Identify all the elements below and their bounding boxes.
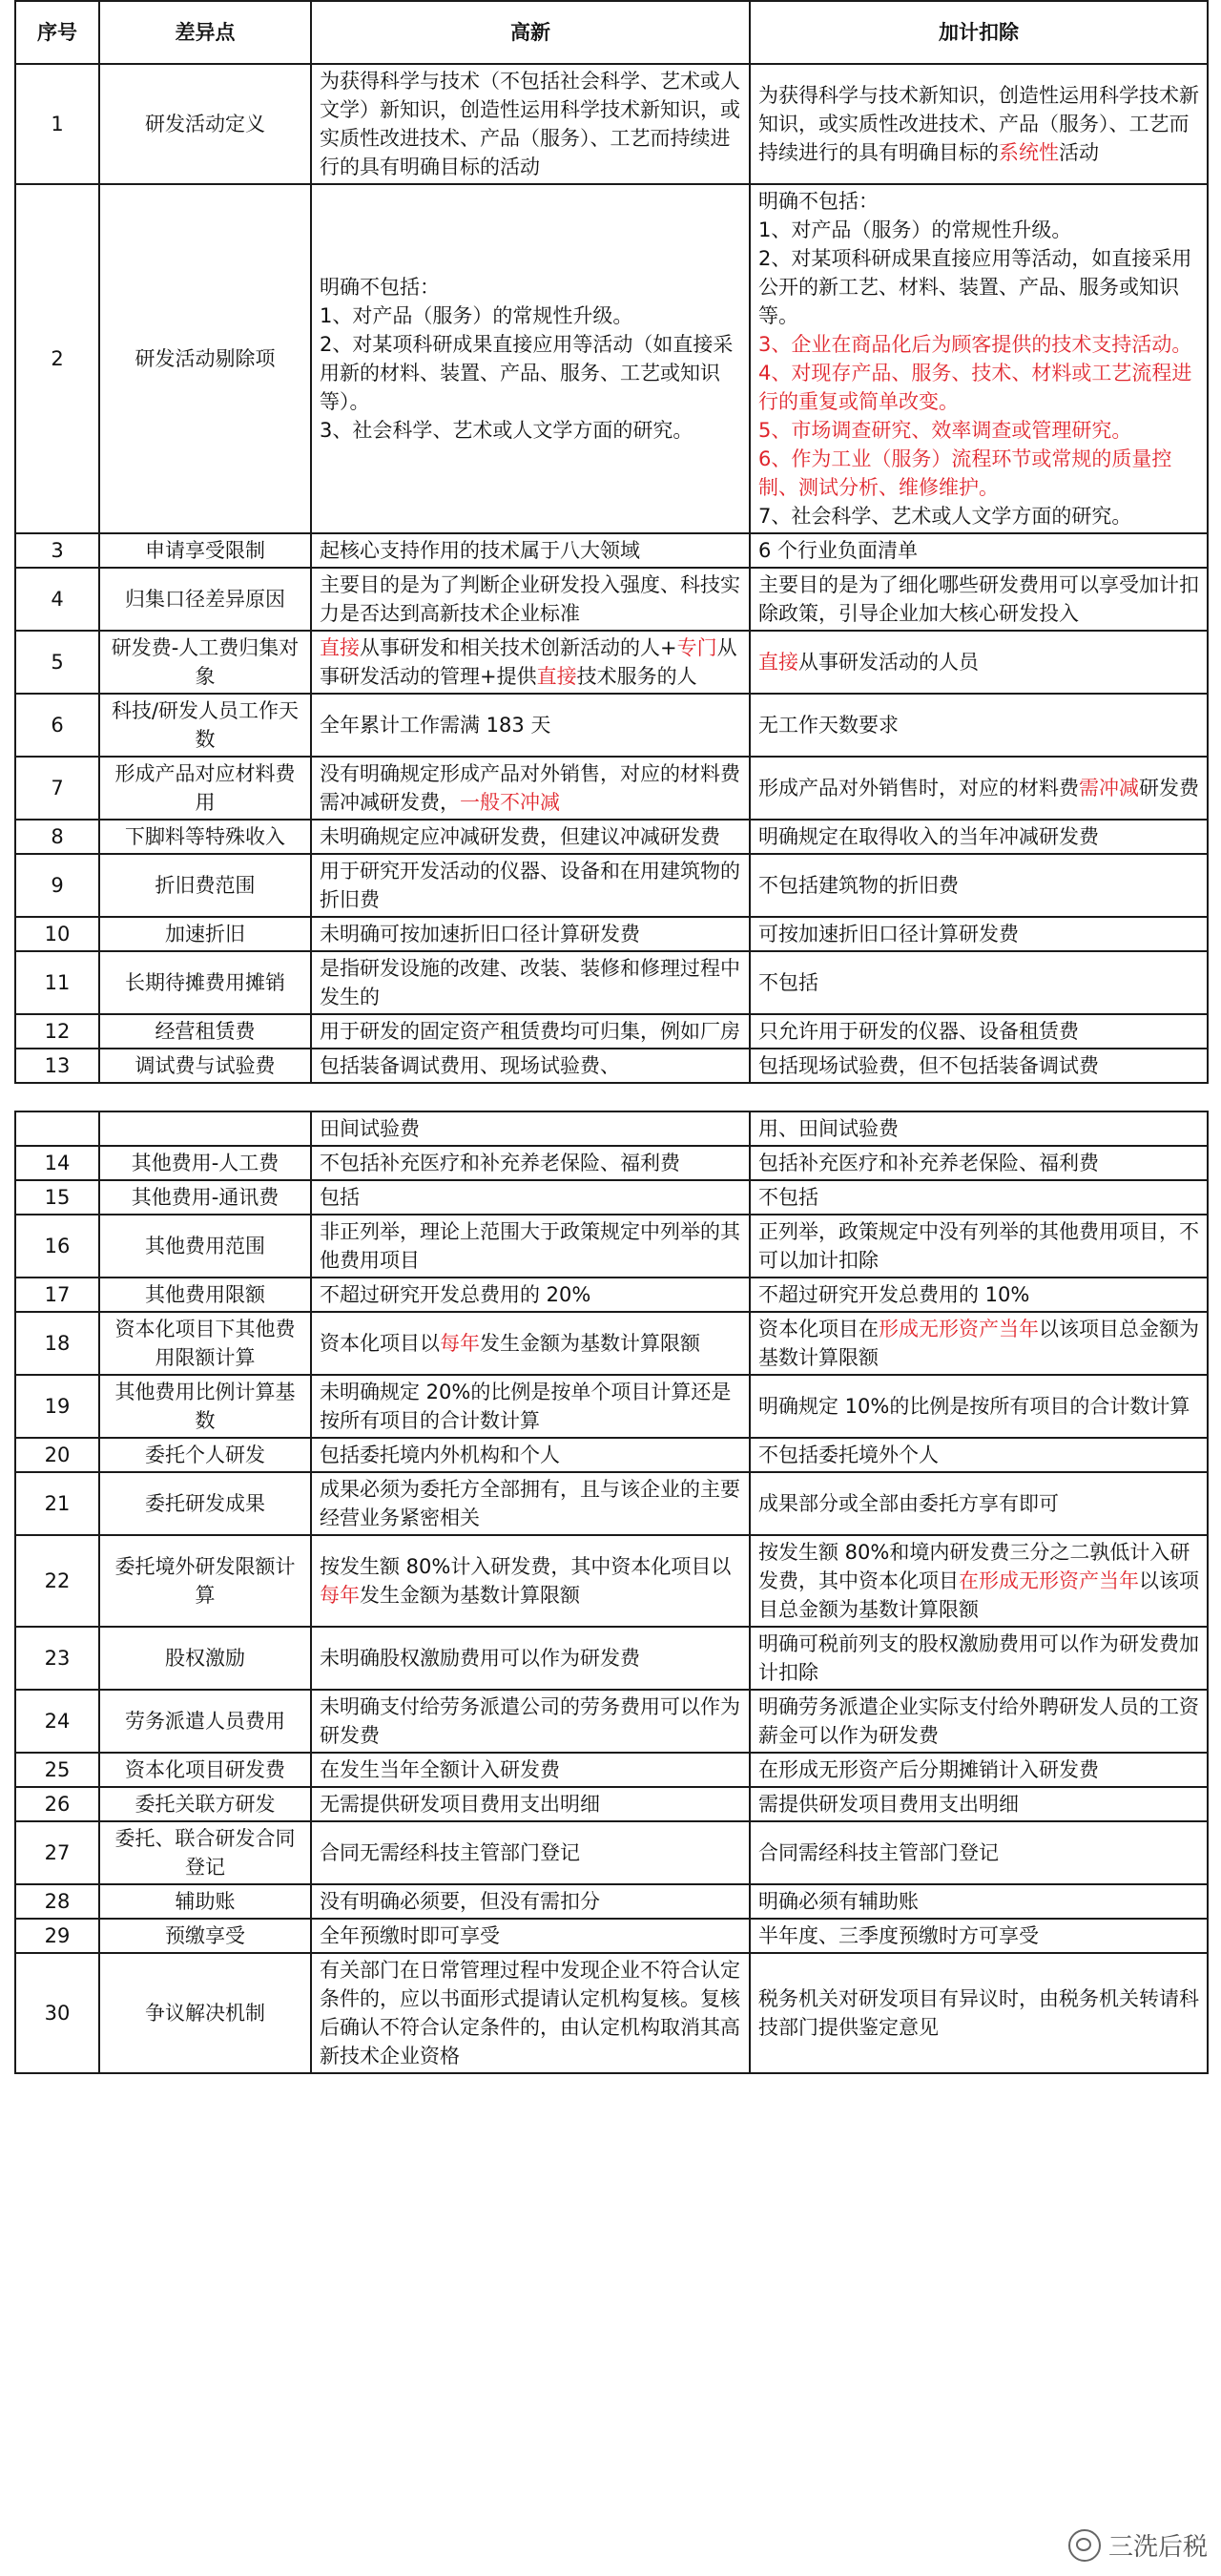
gaoxin-cell xyxy=(311,1375,750,1438)
gaoxin-cell xyxy=(311,1146,750,1180)
cell-text: 明确必须有辅助账 xyxy=(758,1890,919,1913)
gaoxin-cell xyxy=(311,757,750,820)
row-number: 4 xyxy=(15,568,99,631)
cell-text: 包括委托境内外机构和个人 xyxy=(320,1444,560,1466)
comparison-table-part2 xyxy=(14,1111,1209,2074)
row-item: 形成产品对应材料费用 xyxy=(99,757,311,820)
header-gaoxin: 高新 xyxy=(311,1,750,64)
gaoxin-cell xyxy=(311,1627,750,1690)
row-item: 研发活动定义 xyxy=(99,64,311,184)
table-row xyxy=(15,184,1208,533)
jiaji-cell xyxy=(750,533,1208,568)
cell-text: 研发费 xyxy=(1139,777,1199,800)
table-row xyxy=(15,1753,1208,1787)
jiaji-cell xyxy=(750,854,1208,917)
cell-text: 未明确股权激励费用可以作为研发费 xyxy=(320,1647,640,1670)
cell-text: 2、对某项科研成果直接应用等活动（如直接采用新的材料、装置、产品、服务、工艺或知识等）。 xyxy=(320,333,734,413)
cell-text: 1、对产品（服务）的常规性升级。 xyxy=(320,304,633,327)
row-number: 12 xyxy=(15,1014,99,1049)
highlight-text: 一般不冲减 xyxy=(460,791,560,814)
gaoxin-cell xyxy=(311,1535,750,1627)
gaoxin-cell xyxy=(311,1312,750,1375)
cell-text: 包括 xyxy=(320,1186,360,1209)
row-item xyxy=(99,1111,311,1146)
row-number: 30 xyxy=(15,1953,99,2073)
row-number: 13 xyxy=(15,1049,99,1083)
cell-text: 为获得科学与技术（不包括社会科学、艺术或人文学）新知识，创造性运用科学技术新知识，或实质性改进技术、产品（服务）、工艺而持续进行的具有明确目标的活动 xyxy=(320,70,740,178)
highlight-text: 形成无形资产当年 xyxy=(879,1318,1039,1340)
row-item: 调试费与试验费 xyxy=(99,1049,311,1083)
cell-text: 成果部分或全部由委托方享有即可 xyxy=(758,1492,1059,1515)
cell-text: 发生金额为基数计算限额 xyxy=(480,1332,700,1355)
gaoxin-cell xyxy=(311,631,750,694)
jiaji-cell xyxy=(750,1014,1208,1049)
row-number: 17 xyxy=(15,1278,99,1312)
cell-text: 半年度、三季度预缴时方可享受 xyxy=(758,1924,1039,1947)
gaoxin-cell xyxy=(311,951,750,1014)
watermark-text: 三洗后税 xyxy=(1107,2533,1208,2562)
jiaji-cell xyxy=(750,1787,1208,1821)
table-row xyxy=(15,1215,1208,1278)
jiaji-cell xyxy=(750,1753,1208,1787)
jiaji-cell xyxy=(750,1312,1208,1375)
row-number: 16 xyxy=(15,1215,99,1278)
row-number: 11 xyxy=(15,951,99,1014)
cell-text: 明确劳务派遣企业实际支付给外聘研发人员的工资薪金可以作为研发费 xyxy=(758,1695,1199,1747)
jiaji-cell xyxy=(750,568,1208,631)
table-row xyxy=(15,631,1208,694)
watermark xyxy=(1068,2527,1208,2563)
jiaji-cell xyxy=(750,694,1208,757)
row-item: 委托研发成果 xyxy=(99,1472,311,1535)
cell-text: 在发生当年全额计入研发费 xyxy=(320,1758,560,1781)
cell-text: 从事研发活动的管理+提供 xyxy=(320,636,737,688)
highlight-text: 需冲减 xyxy=(1079,777,1139,800)
cell-text: 无工作天数要求 xyxy=(758,714,899,737)
table-row xyxy=(15,1049,1208,1083)
row-number: 14 xyxy=(15,1146,99,1180)
table-row xyxy=(15,533,1208,568)
row-number: 24 xyxy=(15,1690,99,1753)
jiaji-cell xyxy=(750,1884,1208,1919)
cell-text: 未明确可按加速折旧口径计算研发费 xyxy=(320,923,640,945)
highlight-text: 在形成无形资产当年 xyxy=(959,1569,1139,1592)
gaoxin-cell xyxy=(311,1180,750,1215)
cell-text: 1、对产品（服务）的常规性升级。 xyxy=(758,218,1072,241)
jiaji-cell xyxy=(750,1472,1208,1535)
table-row xyxy=(15,1312,1208,1375)
highlight-text: 直接 xyxy=(536,665,577,688)
cell-text: 全年累计工作需满 183 天 xyxy=(320,714,551,737)
row-item: 其他费用-人工费 xyxy=(99,1146,311,1180)
row-item: 加速折旧 xyxy=(99,917,311,951)
row-item: 其他费用范围 xyxy=(99,1215,311,1278)
cell-text: 明确不包括： xyxy=(320,276,440,299)
jiaji-cell xyxy=(750,1049,1208,1083)
row-item: 其他费用-通讯费 xyxy=(99,1180,311,1215)
row-item: 长期待摊费用摊销 xyxy=(99,951,311,1014)
gaoxin-cell xyxy=(311,1049,750,1083)
cell-text: 不超过研究开发总费用的 20% xyxy=(320,1283,591,1306)
table-row xyxy=(15,1375,1208,1438)
row-number: 2 xyxy=(15,184,99,533)
row-item: 折旧费范围 xyxy=(99,854,311,917)
cell-text: 用于研发的固定资产租赁费均可归集，例如厂房 xyxy=(320,1020,740,1043)
cell-text: 以该项目总金额为基数计算限额 xyxy=(758,1318,1199,1369)
cell-text: 不超过研究开发总费用的 10% xyxy=(758,1283,1030,1306)
gaoxin-cell xyxy=(311,184,750,533)
row-number: 29 xyxy=(15,1919,99,1953)
cell-text: 从事研发和相关技术创新活动的人+ xyxy=(360,636,677,659)
cell-text: 从事研发活动的人员 xyxy=(798,651,979,674)
jiaji-cell xyxy=(750,1278,1208,1312)
table-row xyxy=(15,1919,1208,1953)
cell-text: 资本化项目在 xyxy=(758,1318,879,1340)
cell-text: 在形成无形资产后分期摊销计入研发费 xyxy=(758,1758,1099,1781)
wechat-icon xyxy=(1068,2529,1101,2562)
cell-text: 主要目的是为了判断企业研发投入强度、科技实力是否达到高新技术企业标准 xyxy=(320,573,740,625)
cell-text: 非正列举，理论上范围大于政策规定中列举的其他费用项目 xyxy=(320,1220,740,1272)
cell-text: 按发生额 80%计入研发费，其中资本化项目以 xyxy=(320,1555,732,1578)
gaoxin-cell xyxy=(311,694,750,757)
row-item: 辅助账 xyxy=(99,1884,311,1919)
cell-text: 成果必须为委托方全部拥有，且与该企业的主要经营业务紧密相关 xyxy=(320,1478,740,1529)
row-number: 9 xyxy=(15,854,99,917)
cell-text: 用于研究开发活动的仪器、设备和在用建筑物的折旧费 xyxy=(320,860,740,911)
row-item: 申请享受限制 xyxy=(99,533,311,568)
table-row xyxy=(15,917,1208,951)
gaoxin-cell xyxy=(311,1953,750,2073)
row-number: 22 xyxy=(15,1535,99,1627)
row-item: 股权激励 xyxy=(99,1627,311,1690)
cell-text: 未明确规定 20%的比例是按单个项目计算还是按所有项目的合计数计算 xyxy=(320,1381,732,1432)
cell-text: 未明确规定应冲减研发费，但建议冲减研发费 xyxy=(320,825,720,848)
jiaji-cell xyxy=(750,1690,1208,1753)
cell-text: 无需提供研发项目费用支出明细 xyxy=(320,1793,600,1816)
gaoxin-cell xyxy=(311,1884,750,1919)
row-item: 科技/研发人员工作天数 xyxy=(99,694,311,757)
highlight-text: 5、市场调查研究、效率调查或管理研究。 xyxy=(758,419,1132,442)
table-row xyxy=(15,1014,1208,1049)
gaoxin-cell xyxy=(311,1690,750,1753)
cell-text: 不包括建筑物的折旧费 xyxy=(758,874,959,897)
jiaji-cell xyxy=(750,757,1208,820)
cell-text: 活动 xyxy=(1059,141,1099,164)
row-number: 28 xyxy=(15,1884,99,1919)
cell-text: 发生金额为基数计算限额 xyxy=(360,1584,580,1607)
table-row xyxy=(15,1821,1208,1884)
table-row xyxy=(15,1180,1208,1215)
highlight-text: 4、对现存产品、服务、技术、材料或工艺流程进行的重复或简单改变。 xyxy=(758,362,1192,413)
table-row xyxy=(15,1472,1208,1535)
jiaji-cell xyxy=(750,1375,1208,1438)
row-number: 3 xyxy=(15,533,99,568)
cell-text: 包括现场试验费，但不包括装备调试费 xyxy=(758,1054,1099,1077)
row-number: 8 xyxy=(15,820,99,854)
table-row xyxy=(15,1884,1208,1919)
highlight-text: 直接 xyxy=(758,651,798,674)
jiaji-cell xyxy=(750,1627,1208,1690)
gaoxin-cell xyxy=(311,1014,750,1049)
cell-text: 明确不包括： xyxy=(758,190,879,213)
row-number: 26 xyxy=(15,1787,99,1821)
cell-text: 正列举，政策规定中没有列举的其他费用项目，不可以加计扣除 xyxy=(758,1220,1199,1272)
row-item: 归集口径差异原因 xyxy=(99,568,311,631)
highlight-text: 系统性 xyxy=(999,141,1059,164)
jiaji-cell xyxy=(750,1919,1208,1953)
row-item: 研发活动剔除项 xyxy=(99,184,311,533)
cell-text: 形成产品对外销售时，对应的材料费 xyxy=(758,777,1079,800)
highlight-text: 专门 xyxy=(676,636,717,659)
jiaji-cell xyxy=(750,1821,1208,1884)
table-row xyxy=(15,694,1208,757)
cell-text: 不包括 xyxy=(758,1186,818,1209)
header-row xyxy=(15,1,1208,64)
jiaji-cell xyxy=(750,1215,1208,1278)
row-item: 研发费-人工费归集对象 xyxy=(99,631,311,694)
cell-text: 没有明确必须要，但没有需扣分 xyxy=(320,1890,600,1913)
gaoxin-cell xyxy=(311,568,750,631)
cell-text: 不包括委托境外个人 xyxy=(758,1444,939,1466)
gaoxin-cell xyxy=(311,533,750,568)
jiaji-cell xyxy=(750,631,1208,694)
gaoxin-cell xyxy=(311,1787,750,1821)
header-jiaji: 加计扣除 xyxy=(750,1,1208,64)
cell-text: 技术服务的人 xyxy=(576,665,697,688)
row-item: 经营租赁费 xyxy=(99,1014,311,1049)
highlight-text: 每年 xyxy=(440,1332,480,1355)
gaoxin-cell xyxy=(311,1438,750,1472)
jiaji-cell xyxy=(750,1438,1208,1472)
table-row xyxy=(15,1535,1208,1627)
table-row xyxy=(15,951,1208,1014)
jiaji-cell xyxy=(750,1111,1208,1146)
jiaji-cell xyxy=(750,184,1208,533)
cell-text: 未明确支付给劳务派遣公司的劳务费用可以作为研发费 xyxy=(320,1695,740,1747)
cell-text: 不包括补充医疗和补充养老保险、福利费 xyxy=(320,1152,680,1174)
row-number: 25 xyxy=(15,1753,99,1787)
cell-text: 3、社会科学、艺术或人文学方面的研究。 xyxy=(320,419,693,442)
row-number: 20 xyxy=(15,1438,99,1472)
gaoxin-cell xyxy=(311,1111,750,1146)
cell-text: 明确规定 10%的比例是按所有项目的合计数计算 xyxy=(758,1395,1190,1418)
highlight-text: 3、企业在商品化后为顾客提供的技术支持活动。 xyxy=(758,333,1192,356)
table-row xyxy=(15,1627,1208,1690)
cell-text: 6 个行业负面清单 xyxy=(758,539,919,562)
row-item: 委托、联合研发合同登记 xyxy=(99,1821,311,1884)
cell-text: 不包括 xyxy=(758,971,818,994)
table-row xyxy=(15,1146,1208,1180)
row-item: 其他费用比例计算基数 xyxy=(99,1375,311,1438)
cell-text: 只允许用于研发的仪器、设备租赁费 xyxy=(758,1020,1079,1043)
table-row xyxy=(15,854,1208,917)
cell-text: 合同无需经科技主管部门登记 xyxy=(320,1841,580,1864)
cell-text: 没有明确规定形成产品对外销售，对应的材料费需冲减研发费， xyxy=(320,762,740,814)
cell-text: 合同需经科技主管部门登记 xyxy=(758,1841,999,1864)
cell-text: 7、社会科学、艺术或人文学方面的研究。 xyxy=(758,505,1132,528)
cell-text: 是指研发设施的改建、改装、装修和修理过程中发生的 xyxy=(320,957,740,1008)
row-number: 23 xyxy=(15,1627,99,1690)
cell-text: 明确规定在取得收入的当年冲减研发费 xyxy=(758,825,1099,848)
gaoxin-cell xyxy=(311,917,750,951)
table-row xyxy=(15,1111,1208,1146)
cell-text: 为获得科学与技术新知识，创造性运用科学技术新知识，或实质性改进技术、产品（服务）、工艺而持续进行的具有明确目标的 xyxy=(758,84,1199,164)
comparison-table-part1 xyxy=(14,0,1209,1084)
jiaji-cell xyxy=(750,1146,1208,1180)
gaoxin-cell xyxy=(311,1278,750,1312)
cell-text: 明确可税前列支的股权激励费用可以作为研发费加计扣除 xyxy=(758,1632,1199,1684)
header-no: 序号 xyxy=(15,1,99,64)
row-item: 争议解决机制 xyxy=(99,1953,311,2073)
row-number: 7 xyxy=(15,757,99,820)
row-number: 10 xyxy=(15,917,99,951)
gaoxin-cell xyxy=(311,1472,750,1535)
row-item: 劳务派遣人员费用 xyxy=(99,1690,311,1753)
row-number: 5 xyxy=(15,631,99,694)
row-item: 下脚料等特殊收入 xyxy=(99,820,311,854)
row-number: 1 xyxy=(15,64,99,184)
cell-text: 田间试验费 xyxy=(320,1117,420,1140)
row-number: 19 xyxy=(15,1375,99,1438)
gaoxin-cell xyxy=(311,1919,750,1953)
jiaji-cell xyxy=(750,951,1208,1014)
cell-text: 主要目的是为了细化哪些研发费用可以享受加计扣除政策，引导企业加大核心研发投入 xyxy=(758,573,1199,625)
cell-text: 2、对某项科研成果直接应用等活动，如直接采用公开的新工艺、材料、装置、产品、服务或知识等。 xyxy=(758,247,1192,327)
row-number: 18 xyxy=(15,1312,99,1375)
table-row xyxy=(15,1690,1208,1753)
cell-text: 起核心支持作用的技术属于八大领域 xyxy=(320,539,640,562)
cell-text: 有关部门在日常管理过程中发现企业不符合认定条件的，应以书面形式提请认定机构复核。复核后确认不符合认定条件的，由认定机构取消其高新技术企业资格 xyxy=(320,1959,740,2067)
row-number xyxy=(15,1111,99,1146)
cell-text: 按发生额 80%和境内研发费三分之二孰低计入研发费，其中资本化项目 xyxy=(758,1541,1190,1592)
cell-text: 全年预缴时即可享受 xyxy=(320,1924,500,1947)
jiaji-cell xyxy=(750,917,1208,951)
highlight-text: 每年 xyxy=(320,1584,360,1607)
cell-text: 可按加速折旧口径计算研发费 xyxy=(758,923,1019,945)
table-row xyxy=(15,1278,1208,1312)
table-row xyxy=(15,568,1208,631)
cell-text: 用、田间试验费 xyxy=(758,1117,899,1140)
table-row xyxy=(15,1953,1208,2073)
jiaji-cell xyxy=(750,1535,1208,1627)
cell-text: 以该项目总金额为基数计算限额 xyxy=(758,1569,1199,1621)
row-number: 27 xyxy=(15,1821,99,1884)
row-item: 委托关联方研发 xyxy=(99,1787,311,1821)
gaoxin-cell xyxy=(311,820,750,854)
gaoxin-cell xyxy=(311,1821,750,1884)
highlight-text: 直接 xyxy=(320,636,360,659)
jiaji-cell xyxy=(750,64,1208,184)
jiaji-cell xyxy=(750,1180,1208,1215)
row-item: 资本化项目下其他费用限额计算 xyxy=(99,1312,311,1375)
cell-text: 资本化项目以 xyxy=(320,1332,440,1355)
cell-text: 包括补充医疗和补充养老保险、福利费 xyxy=(758,1152,1099,1174)
table-row xyxy=(15,1438,1208,1472)
row-item: 其他费用限额 xyxy=(99,1278,311,1312)
row-item: 委托个人研发 xyxy=(99,1438,311,1472)
row-item: 预缴享受 xyxy=(99,1919,311,1953)
row-number: 15 xyxy=(15,1180,99,1215)
table-row xyxy=(15,757,1208,820)
gaoxin-cell xyxy=(311,1215,750,1278)
header-item: 差异点 xyxy=(99,1,311,64)
gaoxin-cell xyxy=(311,64,750,184)
row-number: 6 xyxy=(15,694,99,757)
cell-text: 税务机关对研发项目有异议时，由税务机关转请科技部门提供鉴定意见 xyxy=(758,1987,1199,2039)
gaoxin-cell xyxy=(311,1753,750,1787)
page-gap xyxy=(0,1084,1221,1111)
jiaji-cell xyxy=(750,820,1208,854)
row-item: 资本化项目研发费 xyxy=(99,1753,311,1787)
table-row xyxy=(15,64,1208,184)
cell-text: 需提供研发项目费用支出明细 xyxy=(758,1793,1019,1816)
jiaji-cell xyxy=(750,1953,1208,2073)
row-item: 委托境外研发限额计算 xyxy=(99,1535,311,1627)
highlight-text: 6、作为工业（服务）流程环节或常规的质量控制、测试分析、维修维护。 xyxy=(758,447,1172,499)
cell-text: 包括装备调试费用、现场试验费、 xyxy=(320,1054,620,1077)
row-number: 21 xyxy=(15,1472,99,1535)
table-row xyxy=(15,820,1208,854)
table-row xyxy=(15,1787,1208,1821)
gaoxin-cell xyxy=(311,854,750,917)
